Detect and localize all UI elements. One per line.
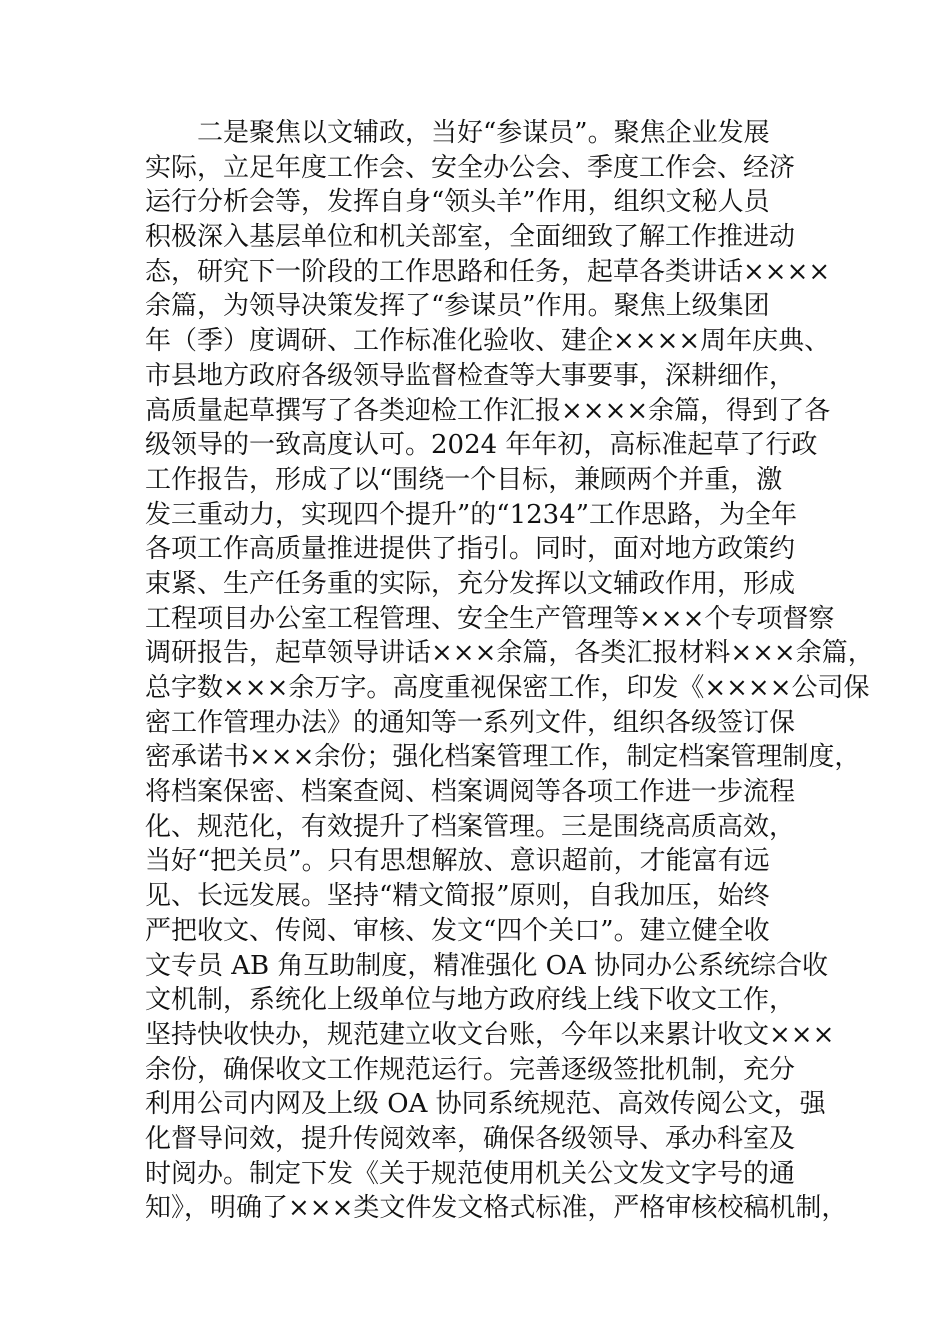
text-line: 将档案保密、档案查阅、档案调阅等各项工作进一步流程 — [145, 777, 796, 808]
text-line: 严把收文、传阅、审核、发文“四个关口”。建立健全收 — [145, 915, 770, 946]
text-line: 文专员 AB 角互助制度，精准强化 OA 协同办公系统综合收 — [145, 950, 829, 981]
text-line: 级领导的一致高度认可。2024 年年初，高标准起草了行政 — [145, 430, 818, 461]
body-paragraph — [145, 116, 874, 1226]
text-line: 化督导问效，提升传阅效率，确保各级领导、承办科室及 — [145, 1123, 796, 1154]
text-line: 运行分析会等，发挥自身“领头羊”作用，组织文秘人员 — [145, 187, 770, 218]
text-line: 知》，明确了×××类文件发文格式标准，严格审核校稿机制， — [145, 1193, 848, 1224]
text-line: 市县地方政府各级领导监督检查等大事要事，深耕细作， — [145, 360, 796, 391]
text-line: 利用公司内网及上级 OA 协同系统规范、高效传阅公文，强 — [145, 1089, 826, 1120]
text-line: 态，研究下一阶段的工作思路和任务，起草各类讲话×××× — [145, 256, 831, 287]
text-line: 工作报告，形成了以“围绕一个目标，兼顾两个并重，激 — [145, 464, 783, 495]
text-line: 化、规范化，有效提升了档案管理。三是围绕高质高效， — [145, 811, 796, 842]
text-line: 各项工作高质量推进提供了指引。同时，面对地方政策约 — [145, 534, 796, 565]
text-line: 当好“把关员”。只有思想解放、意识超前，才能富有远 — [145, 846, 770, 877]
text-line: 余份，确保收文工作规范运行。完善逐级签批机制，充分 — [145, 1054, 796, 1085]
text-line: 余篇，为领导决策发挥了“参谋员”作用。聚焦上级集团 — [145, 291, 770, 322]
text-line: 调研报告，起草领导讲话×××余篇，各类汇报材料×××余篇， — [145, 638, 874, 669]
text-line: 束紧、生产任务重的实际，充分发挥以文辅政作用，形成 — [145, 568, 796, 599]
text-line: 实际，立足年度工作会、安全办公会、季度工作会、经济 — [145, 152, 796, 183]
text-line: 年（季）度调研、工作标准化验收、建企××××周年庆典、 — [145, 326, 831, 357]
text-line: 时阅办。制定下发《关于规范使用机关公文发文字号的通 — [145, 1158, 796, 1189]
text-line: 密工作管理办法》的通知等一系列文件，组织各级签订保 — [145, 707, 796, 738]
text-line: 高质量起草撰写了各类迎检工作汇报××××余篇，得到了各 — [145, 395, 831, 426]
text-line: 工程项目办公室工程管理、安全生产管理等×××个专项督察 — [145, 603, 835, 634]
text-line: 二是聚焦以文辅政，当好“参谋员”。聚焦企业发展 — [197, 118, 770, 148]
text-line: 密承诺书×××余份；强化档案管理工作，制定档案管理制度， — [145, 742, 861, 773]
text-line: 积极深入基层单位和机关部室，全面细致了解工作推进动 — [145, 222, 796, 253]
text-line: 文机制，系统化上级单位与地方政府线上线下收文工作， — [145, 985, 796, 1016]
text-line: 总字数×××余万字。高度重视保密工作，印发《××××公司保 — [145, 673, 870, 703]
text-line: 坚持快收快办，规范建立收文台账，今年以来累计收文××× — [145, 1019, 835, 1050]
text-line: 见、长远发展。坚持“精文简报”原则，自我加压，始终 — [145, 881, 770, 912]
text-line: 发三重动力，实现四个提升”的“1234”工作思路，为全年 — [145, 499, 798, 530]
